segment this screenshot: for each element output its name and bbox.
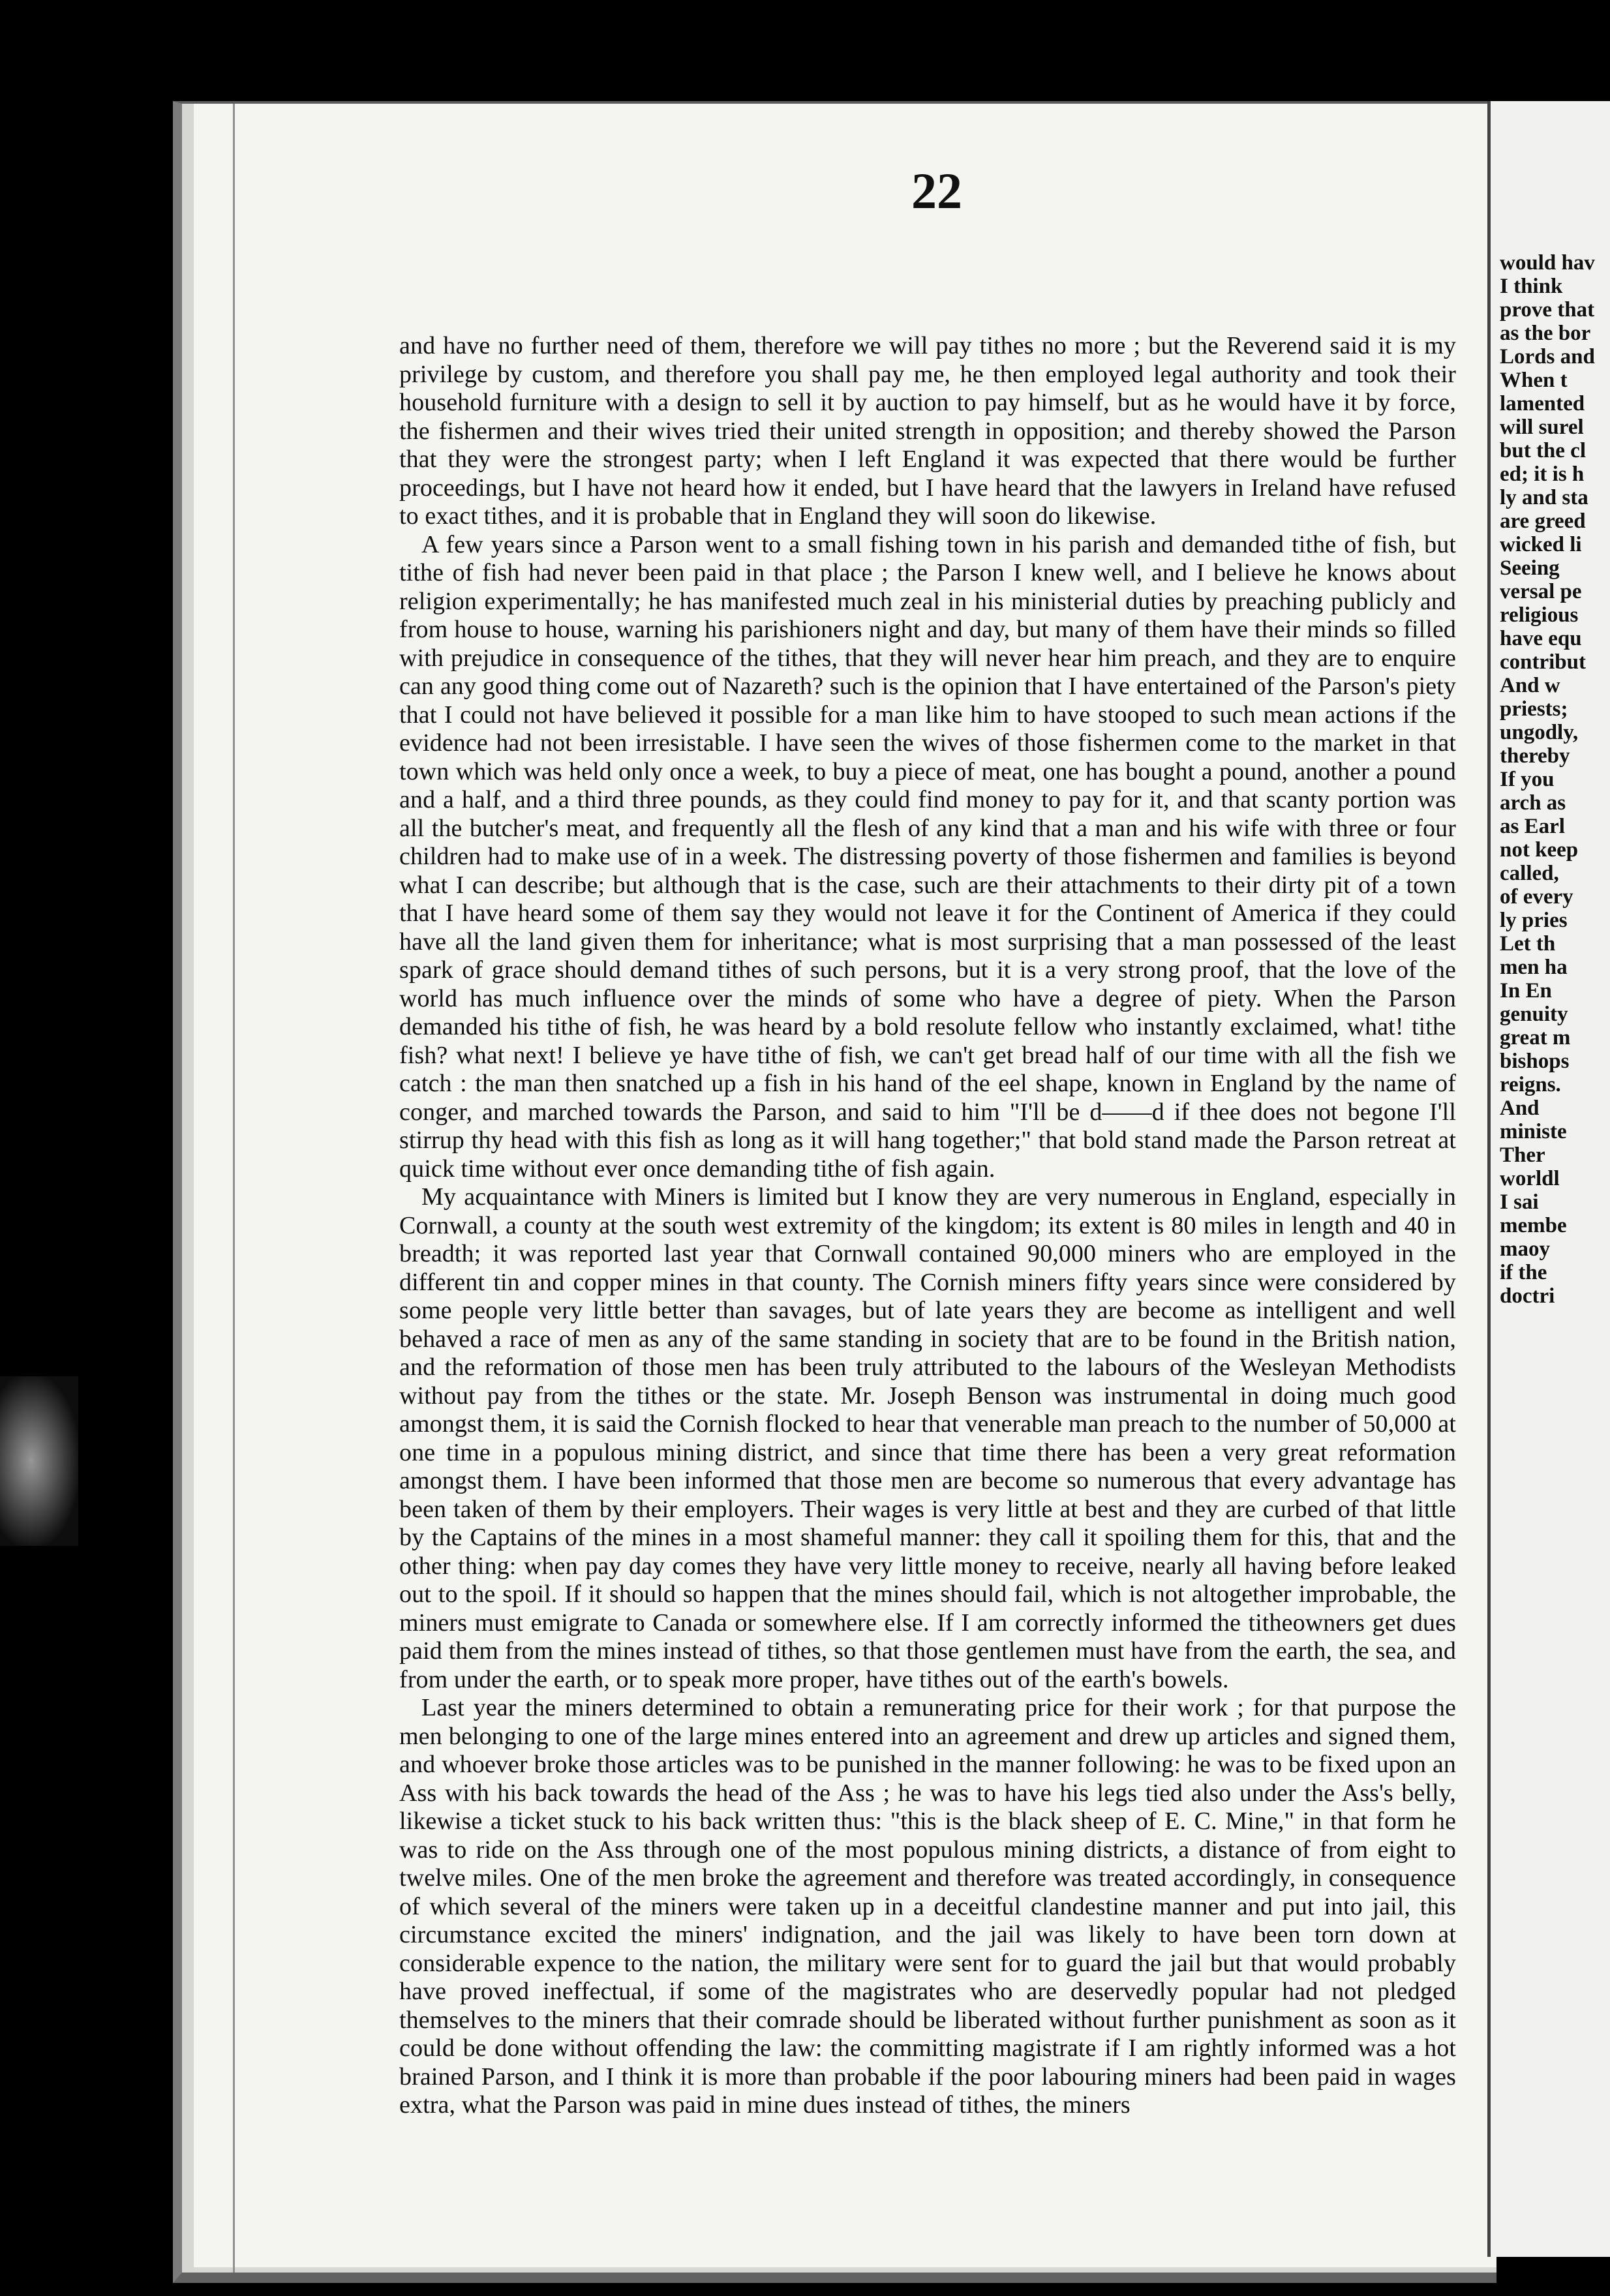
- paragraph-1: and have no further need of them, therefore we will pay tithes no more ; but the Reverend said it is my privilege by custom, and therefore you shall pay me, he then employed legal authority and took their household furniture with a design to sell it by auction to pay himself, but as he would have it by force, the fishermen and their wives tried their united strength in opposition; and thereby showed the Parson that they were the strongest party; when I left England it was expected that there would be further proceedings, but I have not heard how it ended, but I have heard that the lawyers in Ireland have refused to exact tithes, and it is probable that in England they will soon do likewise.: [399, 332, 1456, 530]
- paragraph-3: My acquaintance with Miners is limited but I know they are very numerous in England, especially in Cornwall, a county at the south west extremity of the kingdom; its extent is 80 miles in length and 40 in breadth; it was reported last year that Cornwall contained 90,000 miners who are employed in the different tin and copper mines in that county. The Cornish miners fifty years since were considered by some people very little better than savages, but of late years they are become as intelligent and well behaved a race of men as any of the same standing in society that are to be found in the British nation, and the reformation of those men has been truly attributed to the labours of the Wesleyan Methodists without pay from the tithes or the state. Mr. Joseph Benson was instrumental in doing much good amongst them, it is said the Cornish flocked to hear that venerable man preach to the number of 50,000 at one time in a populous mining district, and since that time there has been a very great reformation amongst them. I have been informed that those men are become so numerous that every advantage has been taken of them by their employers. Their wages is very little at best and they are curbed of that little by the Captains of the mines in a most shameful manner: they call it spoiling them for this, that and the other thing: when pay day comes they have very little money to receive, nearly all having before leaked out to the spoil. If it should so happen that the mines should fail, which is not altogether improbable, the miners must emigrate to Canada or somewhere else. If I am correctly informed the titheowners get dues paid them from the mines instead of tithes, so that those gentlemen must have from the earth, the sea, and from under the earth, or to speak more proper, have tithes out of the earth's bowels.: [399, 1183, 1456, 1693]
- book-page: [173, 101, 1496, 2283]
- adjacent-line: bishops: [1500, 1050, 1570, 1073]
- adjacent-line: When t: [1500, 369, 1568, 392]
- adjacent-line: not keep: [1500, 838, 1579, 862]
- adjacent-line: versal pe: [1500, 580, 1582, 603]
- adjacent-line: In En: [1500, 979, 1552, 1003]
- adjacent-line: of every: [1500, 885, 1573, 909]
- adjacent-line: ly pries: [1500, 909, 1568, 932]
- main-text-block: [399, 332, 1456, 2191]
- adjacent-line: ungodly,: [1500, 721, 1579, 744]
- adjacent-line: ministe: [1500, 1120, 1567, 1143]
- adjacent-line: lamented: [1500, 392, 1585, 415]
- adjacent-line: religious: [1500, 603, 1579, 627]
- adjacent-line: as Earl: [1500, 815, 1565, 838]
- adjacent-line: arch as: [1500, 791, 1566, 815]
- adjacent-line: Seeing: [1500, 556, 1560, 580]
- adjacent-line: I sai: [1500, 1190, 1539, 1214]
- page-edge-line: [233, 104, 235, 2273]
- adjacent-line: reigns.: [1500, 1073, 1561, 1096]
- adjacent-line: are greed: [1500, 509, 1586, 533]
- adjacent-line: called,: [1500, 862, 1559, 885]
- adjacent-page-text: [1500, 251, 1610, 1308]
- adjacent-line: thereby: [1500, 744, 1570, 768]
- adjacent-line: wicked li: [1500, 533, 1582, 556]
- adjacent-line: men ha: [1500, 956, 1568, 979]
- adjacent-page-fragment: [1487, 101, 1610, 2257]
- page-number: 22: [911, 162, 962, 219]
- adjacent-line: Ther: [1500, 1143, 1545, 1167]
- paragraph-2: A few years since a Parson went to a small fishing town in his parish and demanded tithe of fish, but tithe of fish had never been paid in that place ; the Parson I knew well, and I believe he knows about religion experimentally; he has manifested much zeal in his ministerial duties by preaching publicly and from house to house, warning his parishioners night and day, but many of them have their minds so filled with prejudice in consequence of the tithes, that they will never hear him preach, and they are to enquire can any good thing come out of Nazareth? such is the opinion that I have entertained of the Parson's piety that I could not have believed it possible for a man like him to have stooped to such mean actions if the evidence had not been irresistable. I have seen the wives of those fishermen come to the market in that town which was held only once a week, to buy a piece of meat, one has bought a pound, another a pound and a half, and a third three pounds, as they could find money to pay for it, and that scanty portion was all the butcher's meat, and frequently all the flesh of any kind that a man and his wife with three or four children had to make use of in a week. The distressing poverty of those fishermen and families is beyond what I can describe; but although that is the case, such are their attachments to their dirty pit of a town that I have heard some of them say they would not leave it for the Continent of America if they could have all the land given them for inheritance; what is most surprising that a man possessed of the least spark of grace should demand tithes of such persons, but it is a very strong proof, that the love of the world has much influence over the minds of some who have a degree of piety. When the Parson demanded his tithe of fish, he was heard by a bold resolute fellow who instantly exclaimed, what! tithe fish? what next! I believe ye have tithe of fish, we can't get bread half of our time with all the fish we catch : the man then snatched up a fish in his hand of the eel shape, known in England by the name of conger, and marched towards the Parson, and said to him "I'll be d——d if thee does not begone I'll stirrup thy head with this fish as long as it will hang together;" that bold stand made the Parson retreat at quick time without ever once demanding tithe of fish again.: [399, 530, 1456, 1183]
- adjacent-line: but the cl: [1500, 439, 1586, 462]
- paragraph-4: Last year the miners determined to obtain a remunerating price for their work ; for that purpose the men belonging to one of the large mines entered into an agreement and drew up articles and signed them, and whoever broke those articles was to be punished in the manner following: he was to be fixed upon an Ass with his back towards the head of the Ass ; he was to have his legs tied also under the Ass's belly, likewise a ticket stuck to his back written thus: "this is the black sheep of E. C. Mine," in that form he was to ride on the Ass through one of the most populous mining districts, a distance of from eight to twelve miles. One of the men broke the agreement and therefore was treated accordingly, in consequence of which several of the miners were taken up in a deceitful clandestine manner and put into jail, this circumstance excited the miners' indignation, and the jail was likely to have been torn down at considerable expence to the nation, the military were sent for to guard the jail but that would probably have proved ineffectual, if some of the magistrates who are deservedly popular had not pledged themselves to the miners that their comrade should be liberated without further punishment as soon as it could be done without offending the law: the committing magistrate if I am rightly informed was a hot brained Parson, and I think it is more than probable if the poor labouring miners had been paid in wages extra, what the Parson was paid in mine dues instead of tithes, the miners: [399, 1694, 1456, 2119]
- adjacent-line: ly and sta: [1500, 486, 1588, 509]
- scan-left-fragment: [0, 1376, 78, 1546]
- adjacent-line: ed; it is h: [1500, 462, 1585, 486]
- adjacent-line: as the bor: [1500, 322, 1591, 345]
- adjacent-line: And: [1500, 1096, 1540, 1120]
- adjacent-line: maoy: [1500, 1237, 1550, 1261]
- adjacent-line: If you: [1500, 768, 1555, 791]
- adjacent-line: And w: [1500, 674, 1560, 697]
- adjacent-line: if the: [1500, 1261, 1547, 1284]
- adjacent-line: membe: [1500, 1214, 1567, 1237]
- adjacent-line: priests;: [1500, 697, 1568, 721]
- adjacent-line: genuity: [1500, 1003, 1568, 1026]
- adjacent-line: worldl: [1500, 1167, 1560, 1190]
- adjacent-line: I think: [1500, 275, 1563, 298]
- adjacent-line: Let th: [1500, 932, 1556, 956]
- adjacent-line: doctri: [1500, 1284, 1555, 1308]
- adjacent-line: will surel: [1500, 415, 1584, 439]
- adjacent-line: have equ: [1500, 627, 1582, 650]
- adjacent-line: great m: [1500, 1026, 1571, 1050]
- adjacent-line: contribut: [1500, 650, 1586, 674]
- adjacent-line: prove that: [1500, 298, 1595, 322]
- adjacent-line: would hav: [1500, 251, 1595, 275]
- adjacent-line: Lords and: [1500, 345, 1595, 369]
